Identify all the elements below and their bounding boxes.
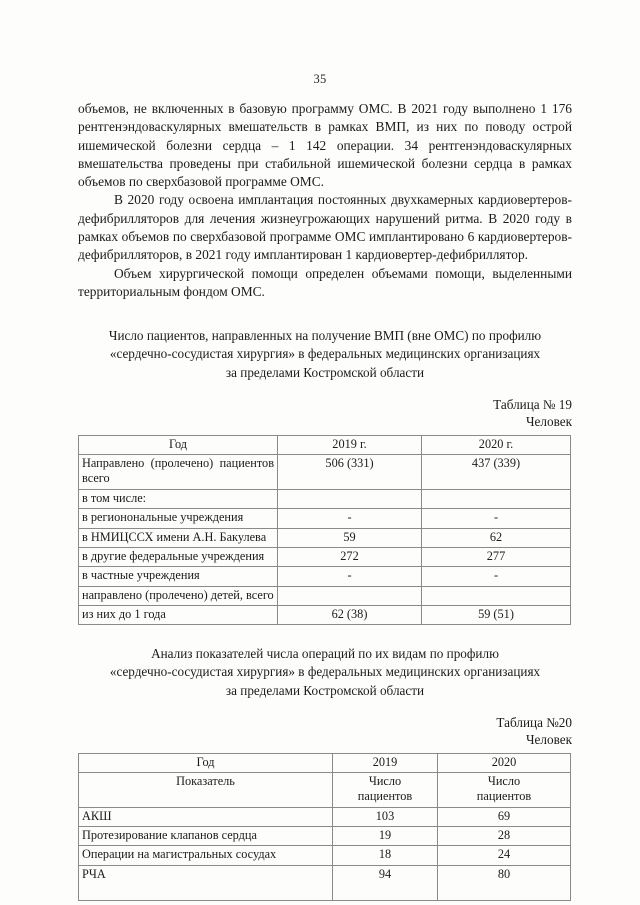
row-value-2019: 103: [333, 807, 438, 826]
row-value-2019: 94: [333, 865, 438, 900]
header-cell-indicator: Показатель: [79, 773, 333, 808]
header-cell-2020: 2020: [438, 753, 571, 772]
caption-line: за пределами Костромской области: [225, 682, 425, 698]
row-value-2020: 24: [438, 846, 571, 865]
row-label: в регионональные учреждения: [79, 509, 278, 528]
table-20-label-block: [78, 714, 572, 749]
row-value-2019: 59: [278, 528, 422, 547]
header-cell-2020: 2020 г.: [422, 435, 571, 454]
row-value-2019: 506 (331): [278, 455, 422, 490]
row-value-2019: [278, 490, 422, 509]
row-value-2020: 69: [438, 807, 571, 826]
table-row: [79, 455, 571, 490]
header-line-2: пациентов: [476, 789, 532, 804]
row-label: в НМИЦССХ имени А.Н. Бакулева: [79, 528, 278, 547]
table-19-label-block: [78, 396, 572, 431]
row-value-2019: 272: [278, 548, 422, 567]
table-row: [79, 567, 571, 586]
table-20: [78, 753, 571, 901]
table-header-row: [79, 435, 571, 454]
table-row: [79, 490, 571, 509]
row-value-2020: -: [422, 567, 571, 586]
row-value-2020: 80: [438, 865, 571, 900]
table-row: [79, 548, 571, 567]
page-number: 35: [313, 72, 327, 86]
caption-line: Анализ показателей числа операций по их видам по профилю: [151, 646, 499, 662]
header-cell-patients-2020: [438, 773, 571, 808]
table-number-label: Таблица № 19: [493, 396, 572, 412]
row-label: АКШ: [79, 807, 333, 826]
table-19: [78, 435, 571, 625]
header-line-1: Число: [368, 774, 402, 789]
spacer: [78, 625, 572, 645]
row-label: в частные учреждения: [79, 567, 278, 586]
row-label: Протезирование клапанов сердца: [79, 827, 333, 846]
row-label: в том числе:: [79, 490, 278, 509]
header-cell-year: Год: [79, 435, 278, 454]
row-label: в другие федеральные учреждения: [79, 548, 278, 567]
caption-line: «сердечно-сосудистая хирургия» в федеральных медицинских организациях: [109, 664, 541, 680]
table-row: [79, 528, 571, 547]
row-label: Направлено (пролечено) пациентов всего: [79, 455, 278, 490]
table-row: [79, 509, 571, 528]
header-cell-patients-2019: [333, 773, 438, 808]
row-value-2019: 18: [333, 846, 438, 865]
table-header-row-indicator: [79, 773, 571, 808]
row-label: направлено (пролечено) детей, всего: [79, 586, 278, 605]
row-value-2019: 19: [333, 827, 438, 846]
spacer: [78, 301, 572, 327]
table-row: [79, 586, 571, 605]
row-value-2020: 437 (339): [422, 455, 571, 490]
caption-line: «сердечно-сосудистая хирургия» в федеральных медицинских организациях: [109, 346, 541, 362]
page-content: [78, 100, 572, 901]
paragraph-defibrillators: В 2020 году освоена имплантация постоянных двухкамерных кардиовертеров-дефибрилляторов для лечения жизнеугрожающих нарушений ритма. В 2020 году в рамках объемов по сверхбазовой программе ОМС имплантировано 6 кардиовертеров-дефибрилляторов, в 2021 году имплантирован 1 кардиовертер-дефибриллятор.: [78, 192, 572, 263]
paragraph-surgical-volume: Объем хирургической помощи определен объемами помощи, выделенными территориальным фондом ОМС.: [78, 265, 572, 299]
row-value-2020: -: [422, 509, 571, 528]
row-value-2020: 277: [422, 548, 571, 567]
row-value-2020: [422, 490, 571, 509]
row-value-2020: 62: [422, 528, 571, 547]
row-label: РЧА: [79, 865, 333, 900]
paragraph-omc-volumes: объемов, не включенных в базовую программу ОМС. В 2021 году выполнено 1 176 рентгенэндоваскулярных вмешательств в рамках ВМП, из них по поводу острой ишемической болезни сердца – 1 142 операции. 34 рентгенэндоваскулярных вмешательства проведены при стабильной ишемической болезни сердца в рамках объемов по сверхбазовой программе ОМС.: [78, 101, 572, 190]
table-20-caption: [78, 645, 572, 700]
table-row: [79, 827, 571, 846]
header-line-2: пациентов: [357, 789, 413, 804]
row-value-2019: 62 (38): [278, 605, 422, 624]
header-cell-year: Год: [79, 753, 333, 772]
row-label: Операции на магистральных сосудах: [79, 846, 333, 865]
row-value-2020: 59 (51): [422, 605, 571, 624]
row-label: из них до 1 года: [79, 605, 278, 624]
table-row: [79, 865, 571, 900]
table-row: [79, 846, 571, 865]
table-units-label: Человек: [525, 732, 572, 748]
header-line-1: Число: [487, 774, 521, 789]
row-value-2019: -: [278, 509, 422, 528]
row-value-2019: -: [278, 567, 422, 586]
row-value-2019: [278, 586, 422, 605]
table-header-row-year: [79, 753, 571, 772]
table-19-caption: [78, 327, 572, 382]
row-value-2020: 28: [438, 827, 571, 846]
header-cell-2019: 2019: [333, 753, 438, 772]
caption-line: Число пациентов, направленных на получение ВМП (вне ОМС) по профилю: [108, 328, 542, 344]
table-units-label: Человек: [525, 414, 572, 430]
table-number-label: Таблица №20: [496, 714, 572, 730]
table-row: [79, 807, 571, 826]
table-row: [79, 605, 571, 624]
header-cell-2019: 2019 г.: [278, 435, 422, 454]
caption-line: за пределами Костромской области: [225, 364, 425, 380]
row-value-2020: [422, 586, 571, 605]
